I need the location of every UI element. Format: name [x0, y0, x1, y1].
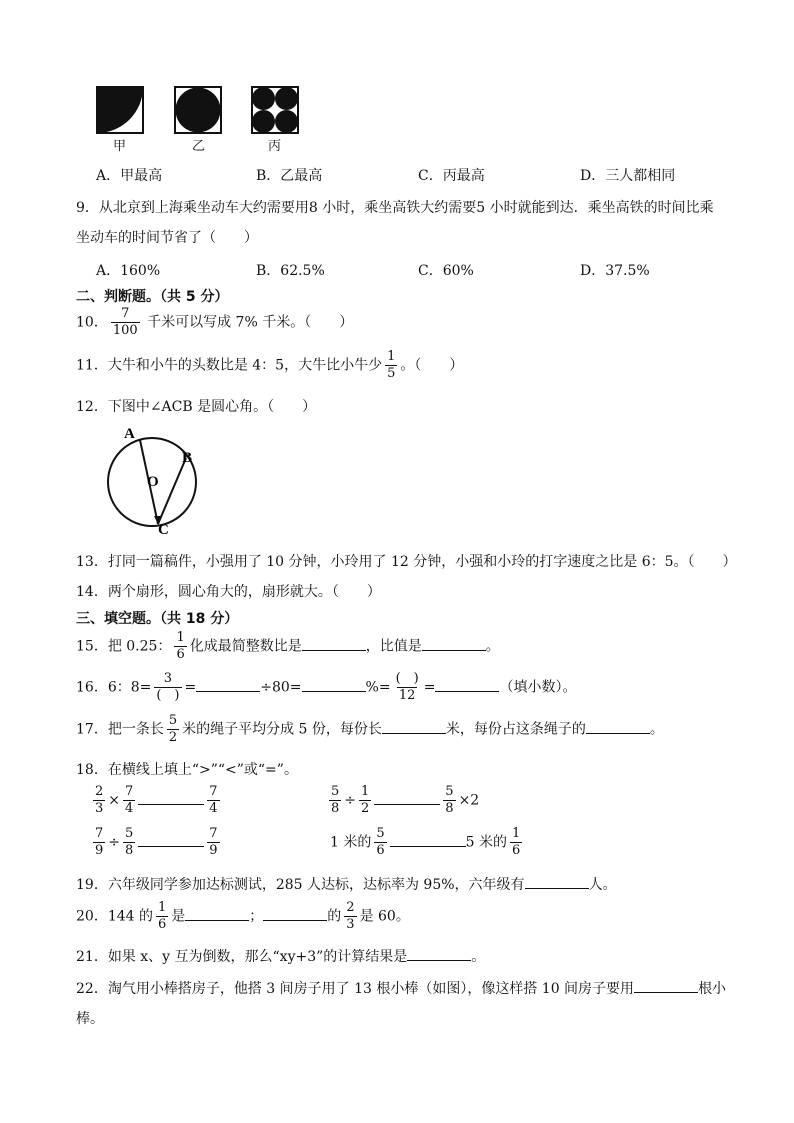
- q20-blank-2[interactable]: [263, 906, 327, 921]
- q11-tail: 。（ ）: [400, 357, 464, 374]
- q21-blank[interactable]: [407, 946, 471, 961]
- q18-row2-left: $\frac{7}{9}$ ÷ $\frac{5}{8}$ $\frac{7}{9}$: [95, 826, 218, 858]
- q17: 17．把一条长 $\frac{5}{2}$ 米的绳子平均分成 5 份，每份长 米，每份占这条绳子的 。: [76, 713, 664, 745]
- q8-option-d[interactable]: D．三人都相同: [580, 168, 676, 184]
- figure-label-bing: 丙: [268, 139, 282, 154]
- q22-line2: 棒。: [76, 1011, 104, 1027]
- q16: 16．6：8= $\frac{3}{( )}$ = ÷80= %= $\frac{( )}{12}$ = （填小数）。: [76, 671, 577, 703]
- q9-option-a[interactable]: A．160%: [96, 263, 161, 279]
- q18-row1-left: $\frac{2}{3}$ × $\frac{7}{4}$ $\frac{7}{4}$: [95, 784, 218, 816]
- q10-fraction: $\frac{7}{100}$: [112, 306, 138, 338]
- q22-line1: 22．淘气用小棒搭房子，他搭 3 间房子用了 13 根小棒（如图），像这样搭 10 间房子要用 根小: [76, 978, 726, 998]
- q13-text: 13．打同一篇稿件，小强用了 10 分钟，小玲用了 12 分钟，小强和小玲的打字速度之比是 6：5。（ ）: [76, 554, 737, 570]
- q19: 19．六年级同学参加达标测试，285 人达标，达标率为 95%，六年级有 人。: [76, 874, 617, 894]
- q11-fraction: $\frac{1}{5}$: [387, 349, 396, 381]
- q18-text: 18．在横线上填上“>”“<”或“=”。: [76, 762, 298, 778]
- label-o: O: [147, 474, 159, 490]
- q17-blank-2[interactable]: [586, 719, 650, 734]
- q15: 15．把 0.25： $\frac{1}{6}$ 化成最简整数比是 ，比值是 。: [76, 630, 500, 662]
- q9-line2: 坐动车的时间节省了（ ）: [76, 230, 258, 246]
- q10: [76, 306, 353, 339]
- q11-text: 11．大牛和小牛的头数比是 4：5，大牛比小牛少: [76, 357, 383, 374]
- figure-yi: [174, 86, 222, 138]
- q9-option-c[interactable]: C．60%: [418, 263, 474, 279]
- q19-blank[interactable]: [525, 874, 589, 889]
- q16-blank-1[interactable]: [196, 677, 260, 692]
- label-c: C: [158, 522, 169, 536]
- q15-blank-2[interactable]: [422, 636, 486, 651]
- q18-row2-right: 1 米的 $\frac{5}{6}$ 5 米的 $\frac{1}{6}$: [330, 826, 521, 858]
- q20-blank-1[interactable]: [185, 906, 249, 921]
- circle-diagram: [100, 424, 210, 540]
- q21: 21．如果 x、y 互为倒数，那么“xy+3”的计算结果是 。: [76, 946, 485, 966]
- figure-label-yi: 乙: [192, 139, 206, 154]
- q10-text: 千米可以写成 7% 千米。（ ）: [147, 314, 354, 331]
- q8-option-b[interactable]: B．乙最高: [256, 168, 323, 184]
- section-3-heading: 三、填空题。（共 18 分）: [76, 611, 239, 627]
- label-a: A: [124, 426, 135, 442]
- q8-option-a[interactable]: A．甲最高: [96, 168, 163, 184]
- q20: 20．144 的 $\frac{1}{6}$ 是 ； 的 $\frac{2}{3}$ 是 60。: [76, 900, 410, 932]
- q18-blank-4[interactable]: [390, 832, 466, 847]
- q10-number: 10．: [76, 314, 108, 331]
- q9-line1: 9．从北京到上海乘坐动车大约需要用8 小时，乘坐高铁大约需要5 小时就能到达．乘坐高铁的时间比乘: [76, 200, 714, 216]
- q18-row1-right: $\frac{5}{8}$ ÷ $\frac{1}{2}$ $\frac{5}{8}$ ×2: [331, 784, 480, 816]
- q22-blank[interactable]: [634, 978, 698, 993]
- q18-blank-3[interactable]: [138, 832, 204, 847]
- q18-blank-2[interactable]: [374, 790, 440, 805]
- q8-option-c[interactable]: C．丙最高: [418, 168, 485, 184]
- figure-bing: [251, 86, 299, 138]
- q14-text: 14．两个扇形，圆心角大的，扇形就大。（ ）: [76, 584, 381, 600]
- q16-blank-3[interactable]: [435, 677, 499, 692]
- label-b: B: [182, 450, 193, 466]
- q18-blank-1[interactable]: [138, 790, 204, 805]
- q9-option-b[interactable]: B．62.5%: [256, 263, 325, 279]
- q11: [76, 349, 463, 382]
- q17-blank-1[interactable]: [382, 719, 446, 734]
- figure-label-jia: 甲: [113, 139, 127, 154]
- q15-blank-1[interactable]: [302, 636, 366, 651]
- q9-option-d[interactable]: D．37.5%: [580, 263, 650, 279]
- q16-blank-2[interactable]: [302, 677, 366, 692]
- section-2-heading: 二、判断题。（共 5 分）: [76, 289, 229, 305]
- figure-jia: [96, 86, 144, 138]
- q12-text: 12．下图中∠ACB 是圆心角。（ ）: [76, 399, 317, 415]
